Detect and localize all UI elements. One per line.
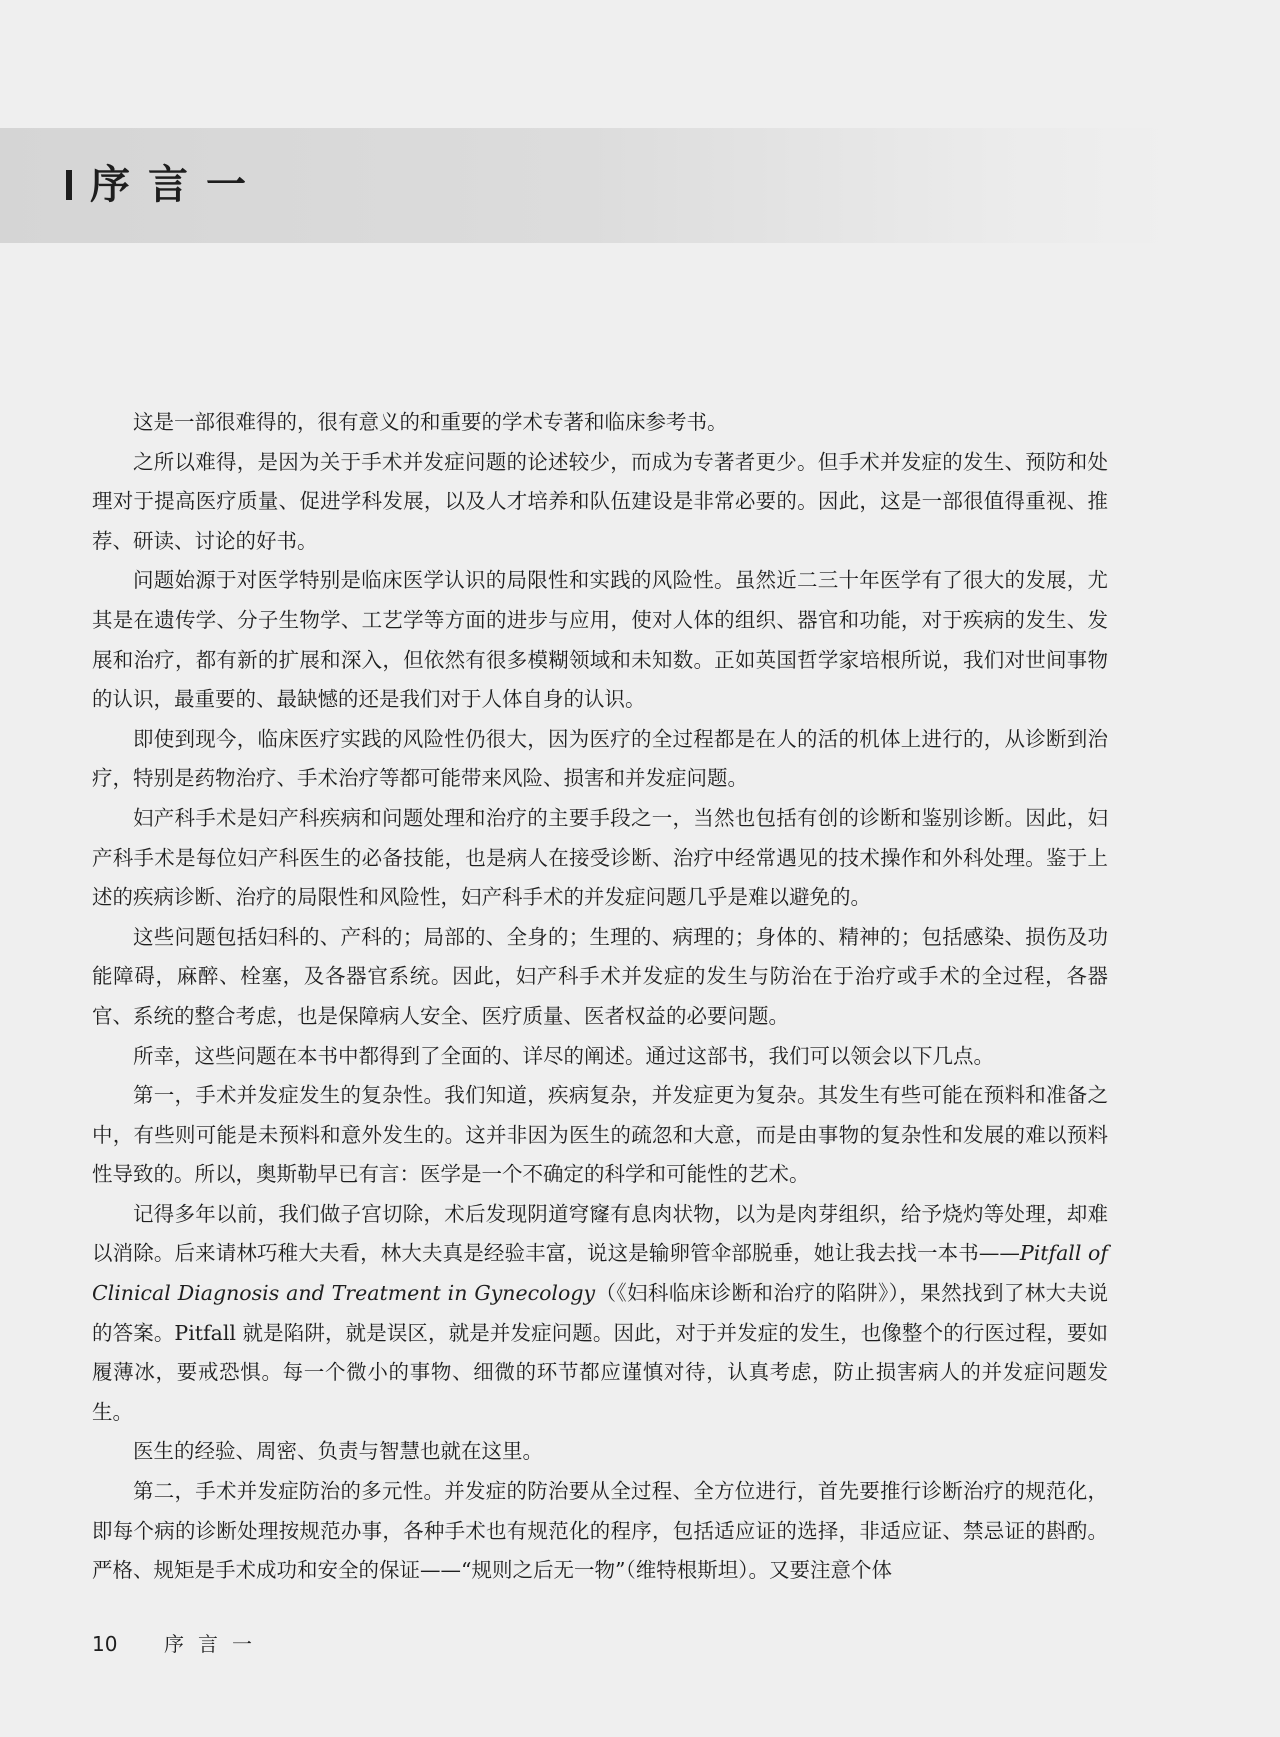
book-title: Pitfall of Clinical Diagnosis and Treatment in Gynecology <box>92 1241 1108 1306</box>
page-number: 10 <box>92 1632 118 1656</box>
chapter-title: 序言一 <box>90 162 264 208</box>
paragraph-9-end: （《妇科临床诊断和治疗的陷阱》），果然找到了林大夫说的答案。Pitfall 就是陷阱，就是误区，就是并发症问题。因此，对于并发症的发生，也像整个的行医过程，要如履薄冰，要戒恐惧。每一个微小的事物、细微的环节都应谨慎对待，认真考虑，防止损害病人的并发症问题发生。 <box>92 1281 1109 1424</box>
paragraph-6: 这些问题包括妇科的、产科的；局部的、全身的；生理的、病理的；身体的、精神的；包括感染、损伤及功能障碍，麻醉、栓塞，及各器官系统。因此，妇产科手术并发症的发生与防治在于治疗或手术的全过程，各器官、系统的整合考虑，也是保障病人安全、医疗质量、医者权益的必要问题。 <box>92 924 1108 1028</box>
body-text <box>92 403 1108 1591</box>
paragraph-9 <box>92 1195 1108 1433</box>
paragraph-9-start: 记得多年以前，我们做子宫切除，术后发现阴道穹窿有息肉状物，以为是肉芽组织，给予烧灼等处理，却难以消除。后来请林巧稚大夫看，林大夫真是经验丰富，说这是输卵管伞部脱垂，她让我去找一本书—— <box>92 1201 1108 1266</box>
paragraph-10: 医生的经验、周密、负责与智慧也就在这里。 <box>133 1439 543 1464</box>
paragraph-2: 之所以难得，是因为关于手术并发症问题的论述较少，而成为专著者更少。但手术并发症的发生、预防和处理对于提高医疗质量、促进学科发展，以及人才培养和队伍建设是非常必要的。因此，这是一部很值得重视、推荐、研读、讨论的好书。 <box>92 449 1108 553</box>
paragraph-5: 妇产科手术是妇产科疾病和问题处理和治疗的主要手段之一，当然也包括有创的诊断和鉴别诊断。因此，妇产科手术是每位妇产科医生的必备技能，也是病人在接受诊断、治疗中经常遇见的技术操作和外科处理。鉴于上述的疾病诊断、治疗的局限性和风险性，妇产科手术的并发症问题几乎是难以避免的。 <box>92 805 1108 910</box>
paragraph-4: 即使到现今，临床医疗实践的风险性仍很大，因为医疗的全过程都是在人的活的机体上进行的，从诊断到治疗，特别是药物治疗、手术治疗等都可能带来风险、损害和并发症问题。 <box>92 726 1108 791</box>
chapter-marker-bar <box>66 170 72 200</box>
paragraph-8: 第一，手术并发症发生的复杂性。我们知道，疾病复杂，并发症更为复杂。其发生有些可能在预料和准备之中，有些则可能是未预料和意外发生的。这并非因为医生的疏忽和大意，而是由事物的复杂性和发展的难以预料性导致的。所以，奥斯勒早已有言：医学是一个不确定的科学和可能性的艺术。 <box>92 1083 1108 1187</box>
running-title: 序言一 <box>164 1632 266 1656</box>
paragraph-7: 所幸，这些问题在本书中都得到了全面的、详尽的阐述。通过这部书，我们可以领会以下几点。 <box>133 1043 994 1068</box>
page-footer <box>92 1628 266 1657</box>
paragraph-3: 问题始源于对医学特别是临床医学认识的局限性和实践的风险性。虽然近二三十年医学有了很大的发展，尤其是在遗传学、分子生物学、工艺学等方面的进步与应用，使对人体的组织、器官和功能，对于疾病的发生、发展和治疗，都有新的扩展和深入，但依然有很多模糊领域和未知数。正如英国哲学家培根所说，我们对世间事物的认识，最重要的、最缺憾的还是我们对于人体自身的认识。 <box>92 568 1108 712</box>
paragraph-11: 第二，手术并发症防治的多元性。并发症的防治要从全过程、全方位进行，首先要推行诊断治疗的规范化，即每个病的诊断处理按规范办事，各种手术也有规范化的程序，包括适应证的选择，非适应证、禁忌证的斟酌。严格、规矩是手术成功和安全的保证——“规则之后无一物”（维特根斯坦）。又要注意个体 <box>92 1479 1108 1583</box>
paragraph-1: 这是一部很难得的，很有意义的和重要的学术专著和临床参考书。 <box>133 410 728 434</box>
